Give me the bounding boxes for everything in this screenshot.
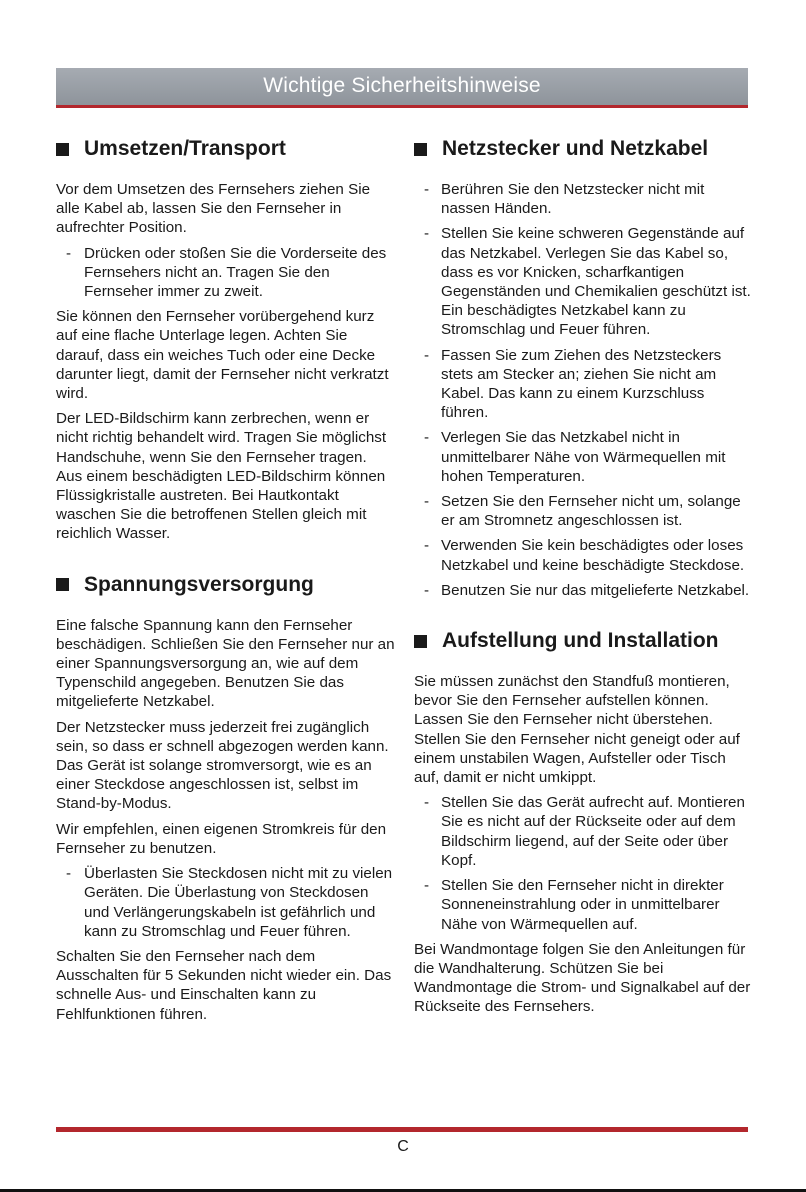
paragraph: Wir empfehlen, einen eigenen Stromkreis für den Fernseher zu benutzen.	[56, 820, 387, 857]
section-heading-text: Aufstellung und Installation	[442, 629, 719, 653]
list-item: - Stellen Sie das Gerät aufrecht auf. Montieren Sie es nicht auf der Rückseite oder auf dem Bildschirm liegend, auf der Seite oder über Kopf.	[414, 793, 754, 870]
footer-divider	[56, 1127, 748, 1132]
paragraph: Der Netzstecker muss jederzeit frei zugänglich sein, so dass er schnell abgezogen werden kann. Das Gerät ist solange stromversorgt, wie es an einer Steckdose angeschlossen ist, selbst im Stand-by-Modus.	[56, 718, 389, 813]
paragraph: Sie müssen zunächst den Standfuß montieren, bevor Sie den Fernseher aufstellen können. Lassen Sie den Fernseher nicht überstehen. Stellen Sie den Fernseher nicht geneigt oder auf einem unstabilen Wagen, Aufsteller oder Tisch auf, damit er nicht umkippt.	[414, 673, 740, 787]
section-heading-aufstellung-installation	[414, 628, 754, 654]
list-item: - Stellen Sie keine schweren Gegenstände auf das Netzkabel. Verlegen Sie das Kabel so, dass es vor Knicken, scharfkantigen Gegenständen und Chemikalien geschützt ist. Ein beschädigtes Netzkabel kann zu Stromschlag und Feuer führen.	[414, 224, 754, 339]
list-item: - Setzen Sie den Fernseher nicht um, solange er am Stromnetz angeschlossen ist.	[414, 492, 754, 530]
paragraph: Vor dem Umsetzen des Fernsehers ziehen Sie alle Kabel ab, lassen Sie den Fernseher in aufrechter Position.	[56, 181, 371, 237]
list-item: - Fassen Sie zum Ziehen des Netzsteckers stets am Stecker an; ziehen Sie nicht am Kabel. Das kann zu einem Kurzschluss führen.	[414, 346, 754, 423]
paragraph: Sie können den Fernseher vorübergehend kurz auf eine flache Unterlage legen. Achten Sie darauf, dass ein weiches Tuch oder eine Decke darunter liegt, damit der Fernseher nicht verkratzt wird.	[56, 308, 389, 403]
list-item: - Drücken oder stoßen Sie die Vorderseite des Fernsehers nicht an. Tragen Sie den Fernseher immer zu zweit.	[56, 244, 396, 302]
heading-square-icon	[414, 635, 427, 648]
dash-list	[56, 864, 396, 941]
list-item: - Überlasten Sie Steckdosen nicht mit zu vielen Geräten. Die Überlastung von Steckdosen und Verlängerungskabeln ist gefährlich und kann zu Stromschlag und Feuer führen.	[56, 864, 396, 941]
list-item: - Stellen Sie den Fernseher nicht in direkter Sonneneinstrahlung oder in unmittelbarer Nähe von Wärmequellen auf.	[414, 876, 754, 934]
dash-list	[414, 793, 754, 933]
section-heading-text: Umsetzen/Transport	[84, 137, 286, 160]
heading-square-icon	[56, 143, 69, 156]
left-column	[56, 136, 396, 1030]
paragraph: Schalten Sie den Fernseher nach dem Ausschalten für 5 Sekunden nicht wieder ein. Das schnelle Aus- und Einschalten kann zu Fehlfunktionen führen.	[56, 947, 392, 1023]
page-number: C	[397, 1138, 409, 1155]
right-column	[414, 136, 754, 1023]
section-heading-netzstecker-netzkabel	[414, 136, 754, 162]
paragraph: Bei Wandmontage folgen Sie den Anleitungen für die Wandhalterung. Schützen Sie bei Wandmontage die Strom- und Signalkabel auf der Rückseite des Fernsehers.	[414, 940, 751, 1016]
list-item: - Berühren Sie den Netzstecker nicht mit nassen Händen.	[414, 180, 754, 218]
list-item: - Benutzen Sie nur das mitgelieferte Netzkabel.	[414, 581, 754, 600]
heading-square-icon	[56, 578, 69, 591]
section-heading-text: Spannungsversorgung	[84, 572, 314, 596]
header-banner	[56, 68, 748, 108]
section-heading-umsetzen-transport	[56, 136, 396, 162]
dash-list	[414, 180, 754, 600]
dash-list	[56, 244, 396, 302]
paragraph: Eine falsche Spannung kann den Fernseher beschädigen. Schließen Sie den Fernseher nur an einer Spannungsversorgung an, wie auf dem Typenschild angegeben. Benutzen Sie das mitgelieferte Netzkabel.	[56, 616, 395, 711]
section-heading-spannungsversorgung	[56, 572, 396, 598]
page-title: Wichtige Sicherheitshinweise	[263, 74, 541, 97]
paragraph: Der LED-Bildschirm kann zerbrechen, wenn er nicht richtig behandelt wird. Tragen Sie möglichst Handschuhe, wenn Sie den Fernseher tragen. Aus einem beschädigten LED-Bildschirm können Flüssigkristalle austreten. Bei Hautkontakt waschen Sie die betroffenen Stellen gleich mit reichlich Wasser.	[56, 410, 387, 543]
list-item: - Verwenden Sie kein beschädigtes oder loses Netzkabel und keine beschädigte Steckdose.	[414, 536, 754, 574]
list-item: - Verlegen Sie das Netzkabel nicht in unmittelbarer Nähe von Wärmequellen mit hohen Temperaturen.	[414, 428, 754, 486]
section-heading-text: Netzstecker und Netzkabel	[442, 137, 709, 160]
heading-square-icon	[414, 143, 427, 156]
